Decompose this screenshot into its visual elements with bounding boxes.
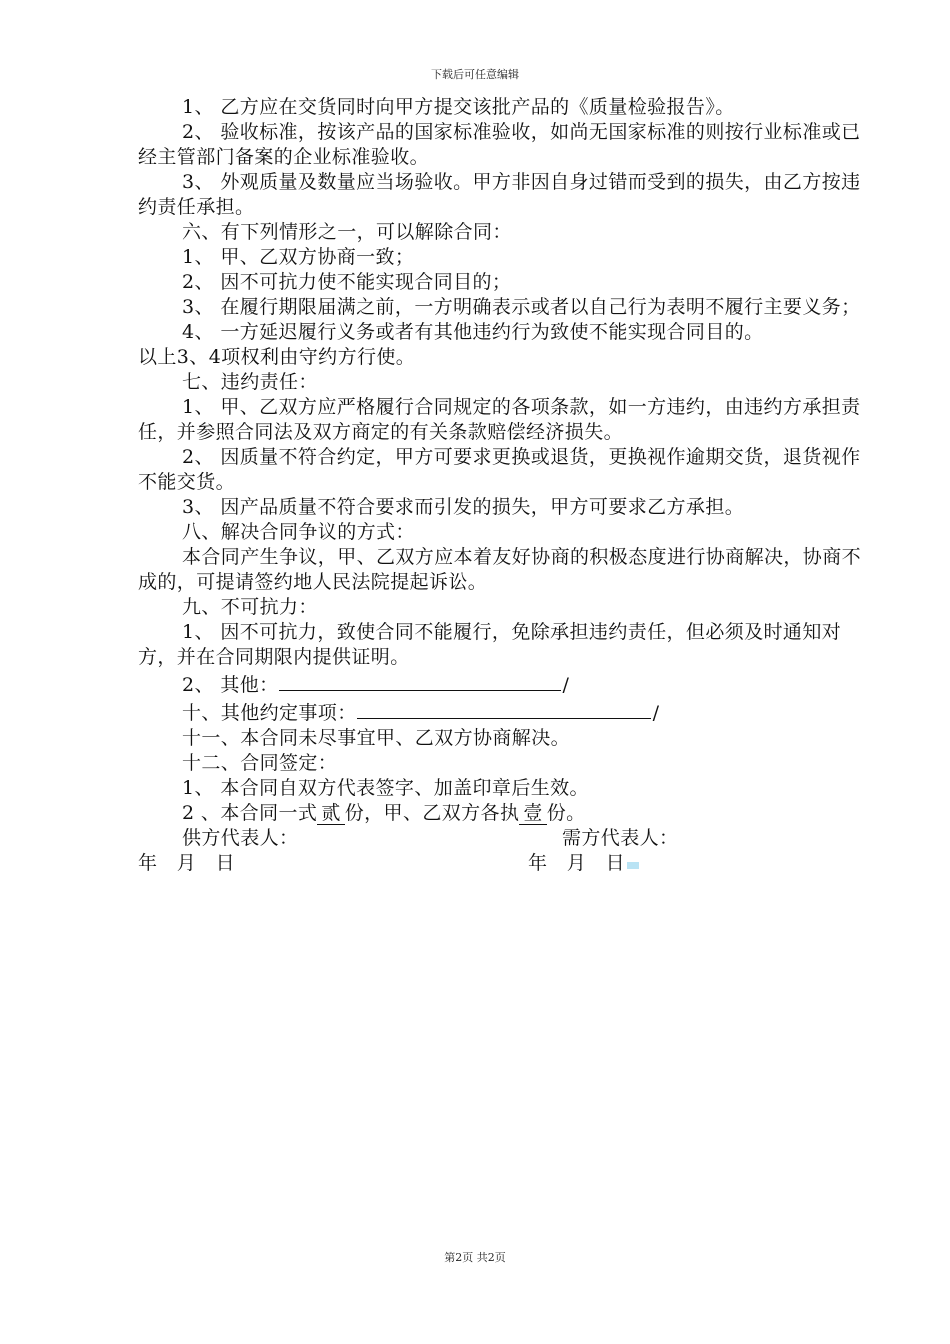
page-footer: 第2页 共2页	[444, 1251, 506, 1264]
matters-blank-line	[357, 698, 651, 719]
clause-dispute-resolution: 本合同产生争议，甲、乙双方应本着友好协商的积极态度进行协商解决，协商不成的，可提请签约地人民法院提起诉讼。	[138, 546, 862, 593]
buyer-representative: 需方代表人：	[562, 827, 679, 849]
clause-rights-note: 以上3、4项权利由守约方行使。	[138, 346, 416, 368]
signature-row	[138, 826, 868, 851]
section-liability-heading: 七、违约责任：	[182, 371, 318, 393]
cursor-marker	[627, 862, 639, 869]
copies-middle: 份，甲、乙双方各执	[344, 802, 520, 824]
clause-delayed-performance: 4、 一方延迟履行义务或者有其他违约行为致使不能实现合同目的。	[182, 321, 764, 343]
clause-force-majeure-purpose: 2、 因不可抗力使不能实现合同目的；	[182, 271, 512, 293]
contract-body	[138, 95, 868, 876]
matters-value: /	[652, 702, 660, 724]
copies-suffix: 份。	[546, 802, 586, 824]
clause-copies	[138, 801, 868, 826]
clause-other-row	[138, 670, 868, 698]
date-row	[138, 851, 868, 876]
buyer-date-group	[528, 851, 639, 876]
clause-quality-return: 2、 因质量不符合约定，甲方可要求更换或退货，更换视作逾期交货，退货视作不能交货。	[138, 446, 861, 493]
section-dispute-heading: 八、解决合同争议的方式：	[182, 521, 415, 543]
clause-quality-loss: 3、 因产品质量不符合要求而引发的损失，甲方可要求乙方承担。	[182, 496, 745, 518]
clause-matters-row	[138, 698, 868, 726]
section-termination-heading: 六、有下列情形之一，可以解除合同：	[182, 221, 512, 243]
clause-unresolved-matters: 十一、本合同未尽事宜甲、乙双方协商解决。	[182, 727, 571, 749]
page-header: 下载后可任意编辑	[431, 68, 519, 81]
clause-acceptance-standard: 2、 验收标准，按该产品的国家标准验收，如尚无国家标准的则按行业标准或已经主管部门备案的企业标准验收。	[138, 121, 861, 168]
clause-effective: 1、 本合同自双方代表签字、加盖印章后生效。	[182, 777, 589, 799]
supplier-representative: 供方代表人：	[182, 827, 299, 849]
buyer-date: 年 月 日	[528, 852, 626, 874]
other-blank-line	[279, 670, 561, 691]
clause-force-majeure: 1、 因不可抗力，致使合同不能履行，免除承担违约责任，但必须及时通知对方，并在合同期限内提供证明。	[138, 621, 842, 668]
clause-appearance-check: 3、 外观质量及数量应当场验收。甲方非因自身过错而受到的损失，由乙方按违约责任承担。	[138, 171, 861, 218]
clause-mutual-agreement: 1、 甲、乙双方协商一致；	[182, 246, 415, 268]
supplier-date: 年 月 日	[138, 852, 236, 874]
section-signing-heading: 十二、合同签定：	[182, 752, 338, 774]
section-force-majeure-heading: 九、不可抗力：	[182, 596, 318, 618]
copies-total: 贰	[317, 802, 344, 825]
copies-prefix: 2 、本合同一式	[182, 802, 318, 824]
clause-anticipatory-breach: 3、 在履行期限届满之前，一方明确表示或者以自己行为表明不履行主要义务；	[182, 296, 861, 318]
clause-strict-performance: 1、 甲、乙双方应严格履行合同规定的各项条款，如一方违约，由违约方承担责任，并参照合同法及双方商定的有关条款赔偿经济损失。	[138, 396, 861, 443]
clause-inspection-report: 1、 乙方应在交货同时向甲方提交该批产品的《质量检验报告》。	[182, 96, 735, 118]
matters-label: 十、其他约定事项：	[182, 702, 357, 724]
other-value: /	[562, 674, 570, 696]
other-label: 2、 其他：	[182, 674, 279, 696]
copies-each: 壹	[519, 802, 546, 825]
